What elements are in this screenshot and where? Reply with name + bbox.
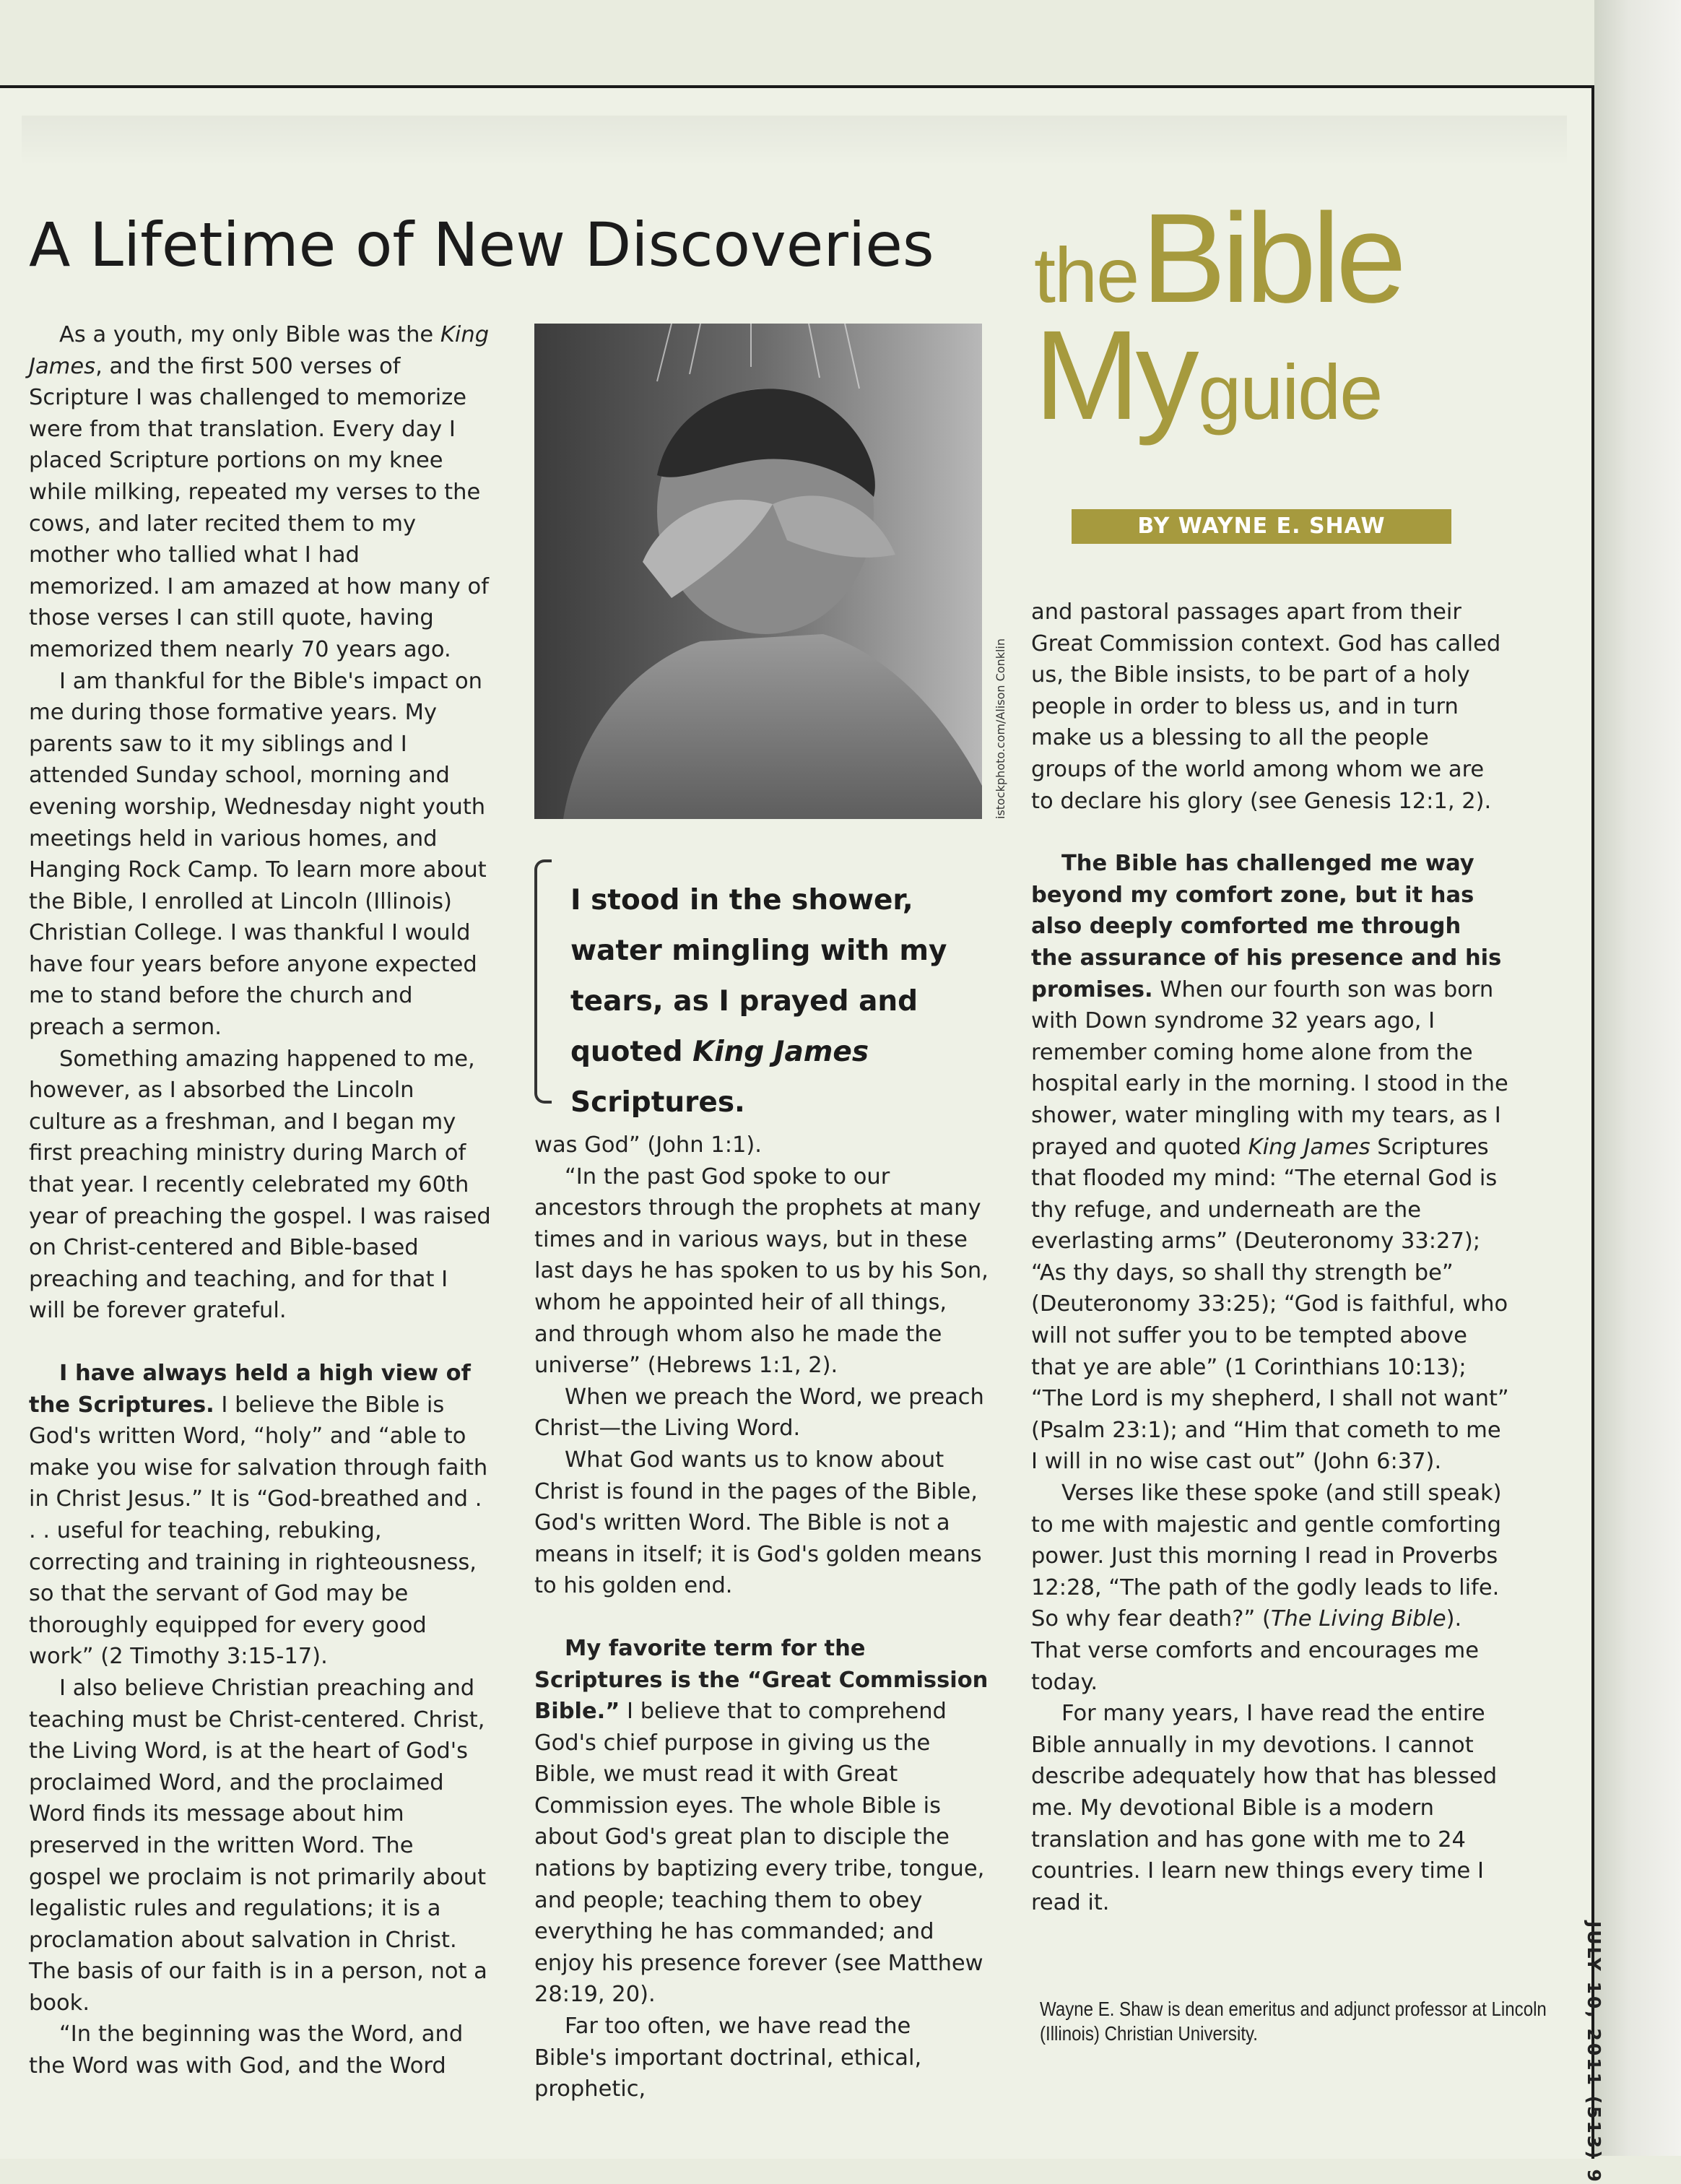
author-bio: Wayne E. Shaw is dean emeritus and adjunct professor at Lincoln (Illinois) Christian University. (1040, 1998, 1547, 2045)
paragraph: and pastoral passages apart from their Great Commission context. God has called us, the Bible insists, to be part of a holy people in order to bless us, and in turn make us a blessing to all the people groups of the world among whom we are to declare his glory (see Genesis 12:1, 2). (1031, 599, 1501, 814)
masthead-line-2 (1034, 305, 1539, 446)
paragraph: What God wants us to know about Christ is found in the pages of the Bible, God's written Word. The Bible is not a means in itself; it is God's golden means to his golden end. (534, 1447, 982, 1599)
page-curl-edge (1594, 0, 1681, 2156)
paragraph: “In the past God spoke to our ancestors through the prophets at many times and in various ways, but in these last days he has spoken to us by his Son, whom he appointed heir of all things, and through whom also he made the universe” (Hebrews 1:1, 2). (534, 1164, 989, 1379)
article-headline: A Lifetime of New Discoveries (29, 209, 934, 280)
bleed-through-shadow (22, 116, 1567, 166)
text-column-2 (534, 1130, 989, 2105)
paragraph: I have always held a high view of the Scriptures. I believe the Bible is God's written Word, “holy” and “able to make you wise for salvation through faith in Christ Jesus.” It is “God-breathed and . . . useful for teaching, rebuking, correcting and training in righteousness, so that the servant of God may be thoroughly equipped for every good work” (2 Timothy 3:15-17). (29, 1361, 488, 1670)
paragraph: For many years, I have read the entire Bible annually in my devotions. I cannot describe adequately how that has blessed me. My devotional Bible is a modern translation and has gone with me to 24 countries. I learn new things every time I read it. (1031, 1701, 1498, 1915)
lead-in: I have always held a high view of the Scriptures. (29, 1361, 471, 1418)
masthead-line-1 (1034, 188, 1539, 329)
pullquote-bracket (534, 859, 552, 1104)
paragraph: My favorite term for the Scriptures is the “Great Commission Bible.” I believe that to comprehend God's chief purpose in giving us the Bible, we must read it with Great Commission eyes. The whole Bible is about God's great plan to disciple the nations by baptizing every tribe, tongue, and people; teaching them to obey everything he has commanded; and enjoy his presence forever (see Matthew 28:19, 20). (534, 1635, 989, 2008)
masthead-my: My (1034, 305, 1195, 446)
masthead-bible: Bible (1141, 188, 1402, 329)
text-column-1 (29, 319, 491, 2082)
text-column-3 (1031, 597, 1509, 1918)
paragraph: The Bible has challenged me way beyond my comfort zone, but it has also deeply comforted me through the assurance of his presence and his promises. When our fourth son was born with Down syndrome 32 years ago, I remember coming home alone from the hospital early in the morning. I stood in the shower, water mingling with my tears, as I prayed and quoted King James Scriptures that flooded my mind: “The eternal God is thy refuge, and underneath are the everlasting arms” (Deuteronomy 33:27); “As thy days, so shall thy strength be” (Deuteronomy 33:25); “God is faithful, who will not suffer you to be tempted above that ye are able” (1 Corinthians 10:13); “The Lord is my shepherd, I shall not want” (Psalm 23:1); and “Him that cometh to me I will in no wise cast out” (John 6:37). (1031, 851, 1509, 1475)
paragraph: As a youth, my only Bible was the King James, and the first 500 verses of Scripture I was challenged to memorize were from that translation. Every day I placed Scripture portions on my knee while milking, repeated my verses to the cows, and later recited them to my mother who tallied what I had memorized. I am amazed at how many of those verses I can still quote, having memorized them nearly 70 years ago. (29, 322, 490, 662)
paragraph: “In the beginning was the Word, and the Word was with God, and the Word (29, 2022, 464, 2079)
shower-photo-illustration (534, 324, 982, 819)
paragraph: I also believe Christian preaching and teaching must be Christ-centered. Christ, the Living Word, is at the heart of God's proclaimed Word, and the proclaimed Word finds its message about him preserved in the written Word. The gospel we proclaim is not primarily about legalistic rules and regulations; it is a proclamation about salvation in Christ. The basis of our faith is in a person, not a book. (29, 1675, 487, 2016)
paragraph: I am thankful for the Bible's impact on me during those formative years. My parents saw to it my siblings and I attended Sunday school, morning and evening worship, Wednesday night youth meetings held in various homes, and Hanging Rock Camp. To learn more about the Bible, I enrolled at Lincoln (Illinois) Christian College. I was thankful I would have four years before anyone expected me to stand before the church and preach a sermon. (29, 668, 487, 1041)
lead-in: The Bible has challenged me way beyond my comfort zone, but it has also deeply comforted me through the assurance of his presence and his promises. (1031, 851, 1502, 1002)
shower-photo (534, 324, 982, 819)
paragraph: Verses like these spoke (and still speak) to me with majestic and gentle comforting power. Just this morning I read in Proverbs 12:28, “The path of the godly leads to life. So why fear death?” (The Living Bible). That verse comforts and encourages me today. (1031, 1481, 1502, 1695)
page-folio: JULY 10, 2011 (513) 9 (1584, 1921, 1604, 2184)
pull-quote: I stood in the shower, water mingling with my tears, as I prayed and quoted King James Scriptures. (570, 884, 947, 1119)
masthead-guide: guide (1198, 348, 1382, 436)
byline-banner: BY WAYNE E. SHAW (1072, 509, 1451, 544)
paragraph: was God” (John 1:1). (534, 1132, 762, 1158)
section-masthead (1034, 188, 1539, 469)
photo-credit: istockphoto.com/Alison Conklin (994, 638, 1007, 819)
paragraph: Far too often, we have read the Bible's important doctrinal, ethical, prophetic, (534, 2014, 922, 2102)
paragraph: When we preach the Word, we preach Christ—the Living Word. (534, 1384, 984, 1442)
paragraph: Something amazing happened to me, however, as I absorbed the Lincoln culture as a freshman, and I began my first preaching ministry during March of that year. I recently celebrated my 60th year of preaching the gospel. I was raised on Christ-centered and Bible-based preaching and teaching, and for that I will be forever grateful. (29, 1046, 491, 1324)
masthead-the: the (1034, 231, 1139, 318)
lead-in: My favorite term for the Scriptures is the “Great Commission Bible.” (534, 1635, 989, 1725)
